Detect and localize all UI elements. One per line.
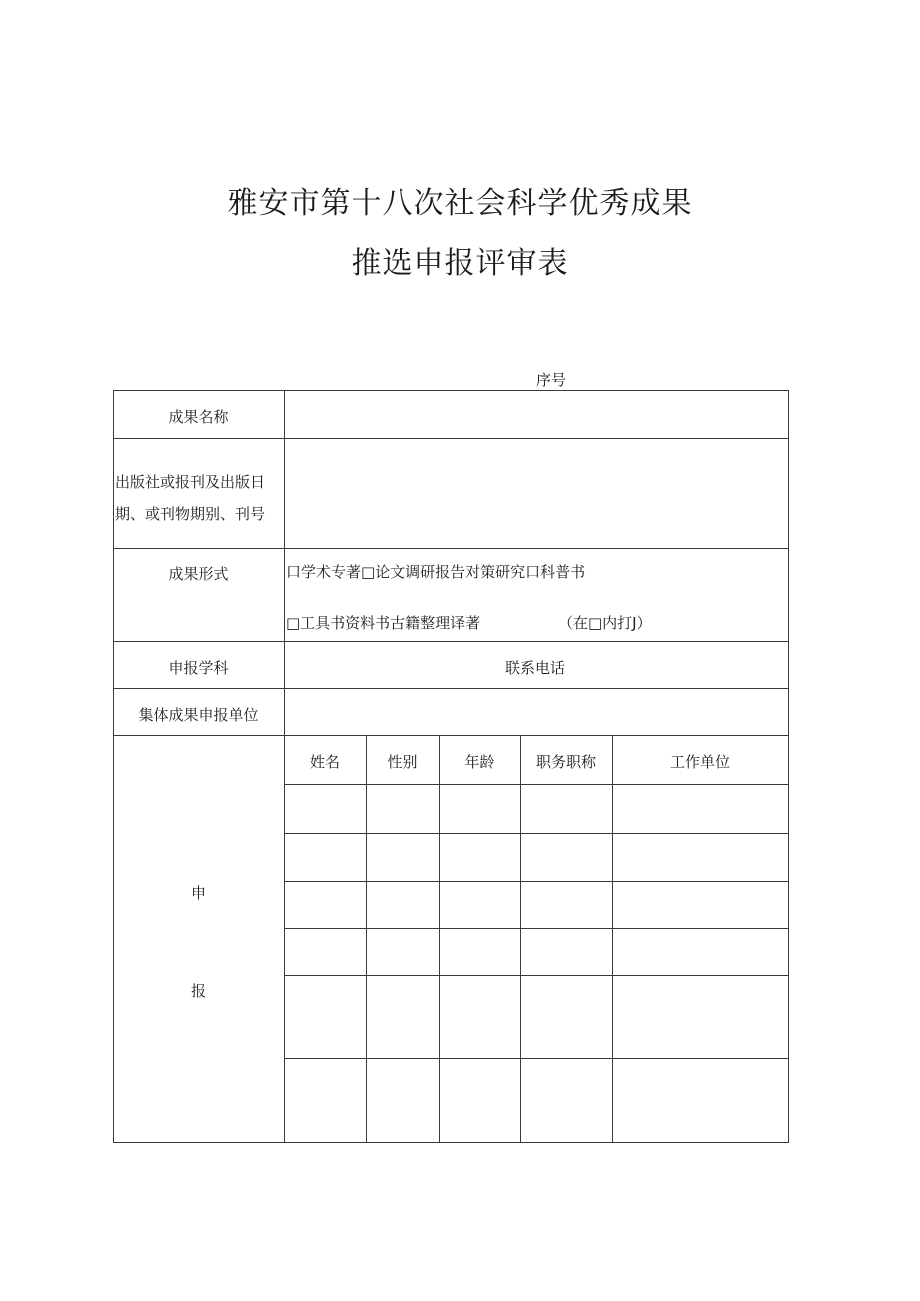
header-work-unit: 工作单位 [669, 753, 730, 771]
form-title-line-1: 雅安市第十八次社会科学优秀成果 [227, 186, 693, 221]
achievement-name-field[interactable] [286, 392, 786, 437]
header-gender: 性别 [387, 753, 418, 771]
phone-field[interactable] [600, 643, 786, 687]
applicant-label-char-2: 报 [190, 982, 206, 1000]
serial-number-label: 序号 [536, 371, 567, 389]
publisher-label-cont: 期、或刊物期别、刊号 [115, 505, 266, 523]
header-age: 年龄 [464, 753, 495, 771]
header-position-title: 职务职称 [535, 753, 596, 771]
form-options-line-1[interactable]: 口学术专著□论文调研报告对策研究口科普书 [286, 563, 586, 581]
discipline-field[interactable] [286, 643, 466, 687]
publisher-field[interactable] [286, 440, 786, 547]
form-options-line-2[interactable]: □工具书资料书古籍整理译著 [286, 614, 481, 632]
form-checkbox-note: （在□内打J） [558, 614, 652, 632]
phone-label: 联系电话 [505, 659, 566, 677]
achievement-name-label: 成果名称 [168, 408, 229, 426]
discipline-label: 申报学科 [168, 659, 229, 677]
publisher-label: 出版社或报刊及出版日 [115, 473, 266, 491]
collective-unit-field[interactable] [286, 690, 786, 734]
achievement-form-label: 成果形式 [168, 565, 229, 583]
applicant-label-char-1: 申 [190, 884, 206, 902]
header-name: 姓名 [309, 753, 340, 771]
form-title-line-2: 推选申报评审表 [351, 246, 569, 281]
collective-unit-label: 集体成果申报单位 [138, 706, 259, 724]
